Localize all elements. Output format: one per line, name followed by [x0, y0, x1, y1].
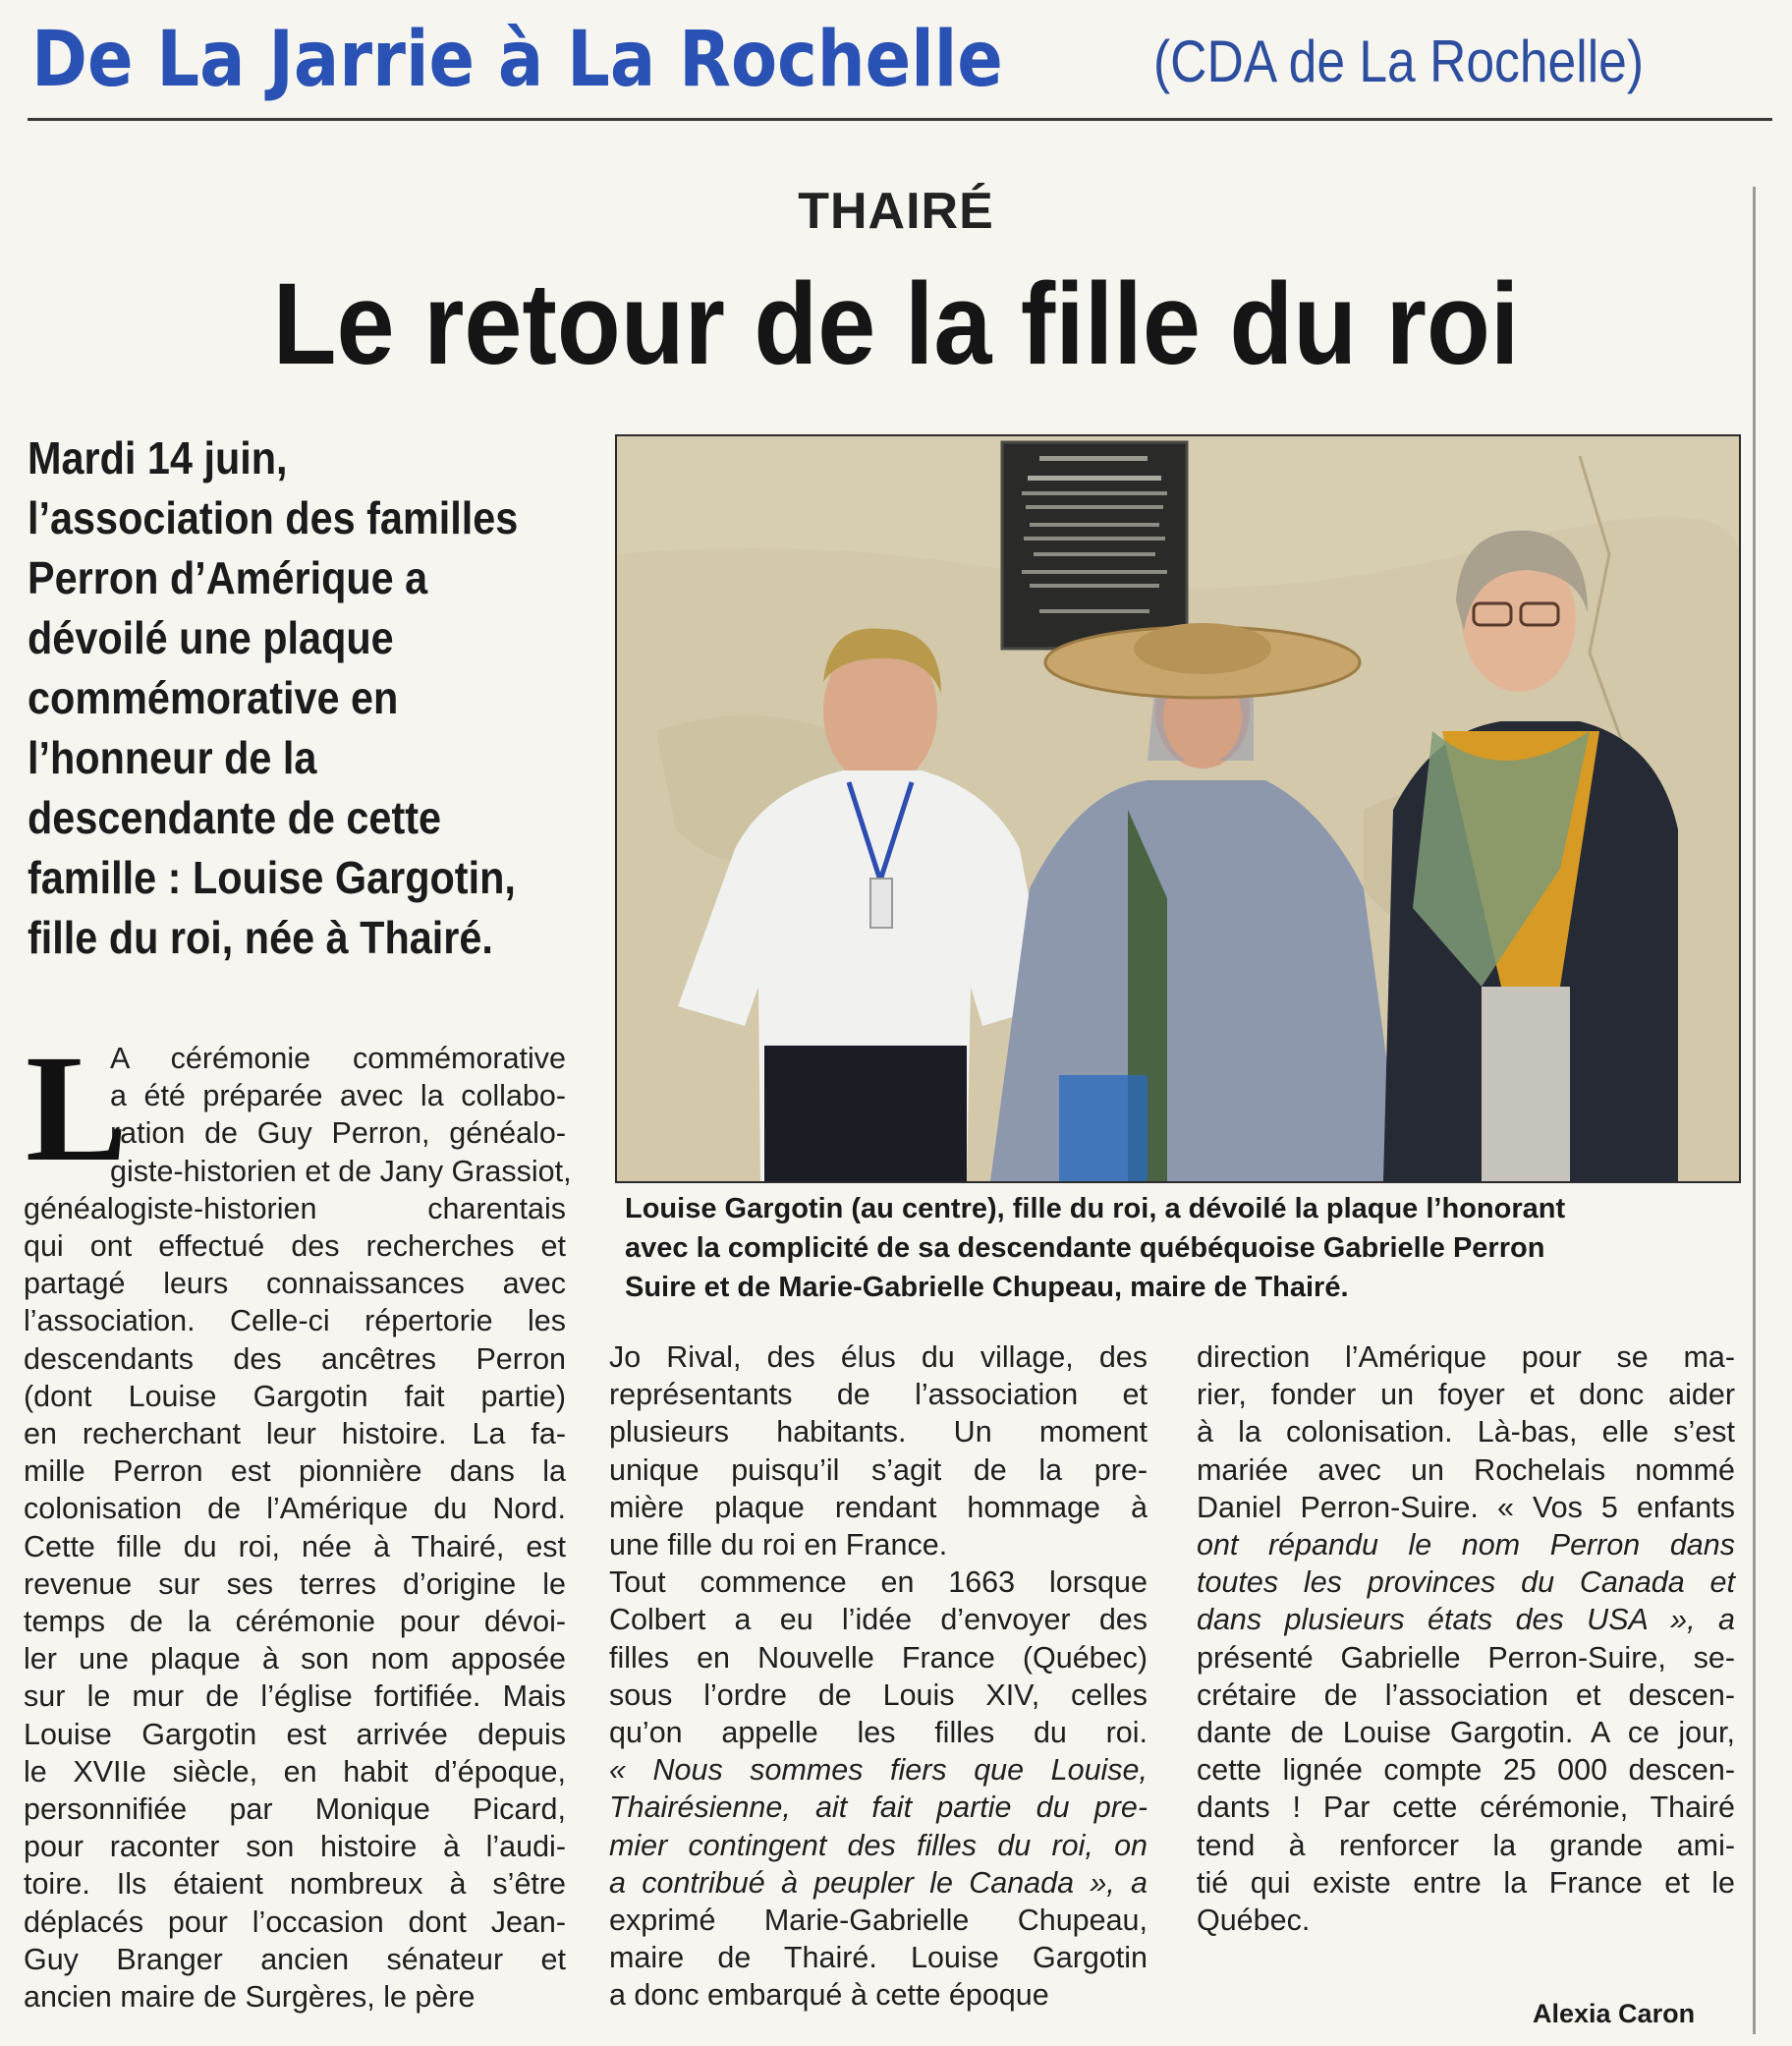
- body-line: tend à renforcer la grande ami-: [1197, 1828, 1735, 1862]
- body-line: mière plaque rendant hommage à: [609, 1490, 1148, 1524]
- body-line: personnifiée par Monique Picard,: [24, 1792, 566, 1827]
- article-author: Alexia Caron: [1533, 1999, 1696, 2028]
- body-line: crétaire de l’association et descen-: [1197, 1677, 1735, 1712]
- body-line: déplacés pour l’occasion dont Jean-: [24, 1904, 566, 1939]
- body-line: à la colonisation. Là-bas, elle s’est: [1197, 1415, 1735, 1449]
- body-line: ler une plaque à son nom apposée: [24, 1642, 566, 1677]
- body-line: représentants de l’association et: [609, 1378, 1148, 1412]
- lede-line: dévoilé une plaque: [28, 612, 394, 663]
- body-line: partagé leurs connaissances avec: [24, 1267, 566, 1301]
- body-line: Jo Rival, des élus du village, des: [609, 1340, 1148, 1374]
- article-kicker: THAIRÉ: [798, 183, 994, 240]
- lede-line: l’honneur de la: [28, 732, 317, 783]
- dropcap-block: [24, 1023, 572, 1193]
- body-line: filles en Nouvelle France (Québec): [609, 1640, 1148, 1675]
- body-line: dante de Louise Gargotin. A ce jour,: [1197, 1716, 1735, 1750]
- quote-line: « Nous sommes fiers que Louise,: [609, 1753, 1148, 1788]
- body-line: Daniel Perron-Suire. « Vos 5 enfants: [1197, 1490, 1735, 1524]
- commemorative-plaque: [1002, 442, 1187, 649]
- dropcap: L: [26, 1023, 129, 1193]
- body-line: présenté Gabrielle Perron-Suire, se-: [1197, 1640, 1735, 1675]
- body-line: qu’on appelle les filles du roi.: [609, 1716, 1148, 1750]
- caption-line: Louise Gargotin (au centre), fille du roi, a dévoilé la plaque l’honorant: [625, 1193, 1566, 1224]
- caption-line: avec la complicité de sa descendante québéquoise Gabrielle Perron: [625, 1232, 1545, 1264]
- lede-line: Mardi 14 juin,: [28, 432, 288, 483]
- body-column-3: [1197, 1338, 1735, 1939]
- body-line: ration de Guy Perron, généalo-: [110, 1116, 566, 1151]
- body-line: sur le mur de l’église fortifiée. Mais: [24, 1679, 566, 1714]
- body-column-2: [609, 1338, 1148, 2015]
- lede-line: commémorative en: [28, 672, 399, 723]
- article-headline: Le retour de la fille du roi: [272, 259, 1520, 389]
- body-line: colonisation de l’Amérique du Nord.: [24, 1492, 566, 1526]
- body-line: Louise Gargotin est arrivée depuis: [24, 1717, 566, 1751]
- section-subtitle: (CDA de La Rochelle): [1153, 28, 1645, 94]
- body-line: pour raconter son histoire à l’audi-: [24, 1830, 566, 1864]
- quote-line: Thairésienne, ait fait partie du pre-: [609, 1790, 1148, 1825]
- body-line: généalogiste-historien charentais: [24, 1191, 566, 1225]
- body-line: maire de Thairé. Louise Gargotin: [609, 1941, 1148, 1975]
- newspaper-section-header: [28, 6, 1757, 114]
- body-line: revenue sur ses terres d’origine le: [24, 1566, 566, 1601]
- body-line: toire. Ils étaient nombreux à s’être: [24, 1867, 566, 1902]
- photo-caption: [625, 1189, 1745, 1307]
- body-line: mille Perron est pionnière dans la: [24, 1454, 566, 1489]
- body-line: le XVIIe siècle, en habit d’époque,: [24, 1754, 566, 1789]
- article-lede: [28, 428, 523, 968]
- body-line: Tout commence en 1663 lorsque: [609, 1565, 1148, 1600]
- lede-line: l’association des familles: [28, 492, 519, 543]
- body-line: qui ont effectué des recherches et: [24, 1229, 566, 1264]
- body-line: Québec.: [1197, 1904, 1311, 1938]
- body-line: giste-historien et de Jany Grassiot,: [110, 1154, 572, 1188]
- body-line: mariée avec un Rochelais nommé: [1197, 1452, 1735, 1487]
- quote-line: toutes les provinces du Canada et: [1197, 1565, 1735, 1600]
- lede-line: descendante de cette: [28, 792, 442, 843]
- quote-line: ont répandu le nom Perron dans: [1197, 1528, 1735, 1563]
- body-line: A cérémonie commémorative: [110, 1042, 566, 1075]
- photo-illustration: [617, 436, 1739, 1181]
- body-line: en recherchant leur histoire. La fa-: [24, 1417, 566, 1451]
- header-divider: [28, 118, 1772, 121]
- body-line: direction l’Amérique pour se ma-: [1197, 1340, 1735, 1374]
- body-line: Colbert a eu l’idée d’envoyer des: [609, 1603, 1148, 1637]
- body-line: rier, fonder un foyer et donc aider: [1197, 1378, 1735, 1412]
- body-line: temps de la cérémonie pour dévoi-: [24, 1605, 566, 1639]
- body-line: (dont Louise Gargotin fait partie): [24, 1379, 566, 1413]
- body-line: dants ! Par cette cérémonie, Thairé: [1197, 1790, 1735, 1825]
- body-line: unique puisqu’il s’agit de la pre-: [609, 1452, 1148, 1487]
- section-title: De La Jarrie à La Rochelle: [31, 16, 1003, 104]
- lede-line: famille : Louise Gargotin,: [28, 852, 516, 903]
- caption-line: Suire et de Marie-Gabrielle Chupeau, maire de Thairé.: [625, 1272, 1349, 1303]
- body-line: a été préparée avec la collabo-: [110, 1079, 566, 1113]
- quote-line: mier contingent des filles du roi, on: [609, 1828, 1148, 1862]
- body-line: descendants des ancêtres Perron: [24, 1341, 566, 1376]
- lede-line: Perron d’Amérique a: [28, 552, 428, 603]
- body-line: Cette fille du roi, née à Thairé, est: [24, 1529, 566, 1563]
- body-line: a donc embarqué à cette époque: [609, 1978, 1049, 2013]
- body-line: Guy Branger ancien sénateur et: [24, 1942, 566, 1976]
- body-line: cette lignée compte 25 000 descen-: [1197, 1753, 1735, 1788]
- lede-line: fille du roi, née à Thairé.: [28, 912, 493, 963]
- body-line: plusieurs habitants. Un moment: [609, 1415, 1148, 1449]
- quote-line: dans plusieurs états des USA », a: [1197, 1603, 1735, 1637]
- body-line: l’association. Celle-ci répertorie les: [24, 1304, 566, 1338]
- quote-line: a contribué à peupler le Canada », a: [609, 1865, 1148, 1900]
- body-line: exprimé Marie-Gabrielle Chupeau,: [609, 1904, 1148, 1938]
- column-rule: [1753, 187, 1756, 2034]
- body-column-1: [24, 1023, 572, 2016]
- article-photo: [615, 434, 1741, 1183]
- body-line: tié qui existe entre la France et le: [1197, 1865, 1735, 1900]
- body-line: ancien maire de Surgères, le père: [24, 1980, 476, 2015]
- body-line: sous l’ordre de Louis XIV, celles: [609, 1677, 1148, 1712]
- body-line: une fille du roi en France.: [609, 1528, 948, 1563]
